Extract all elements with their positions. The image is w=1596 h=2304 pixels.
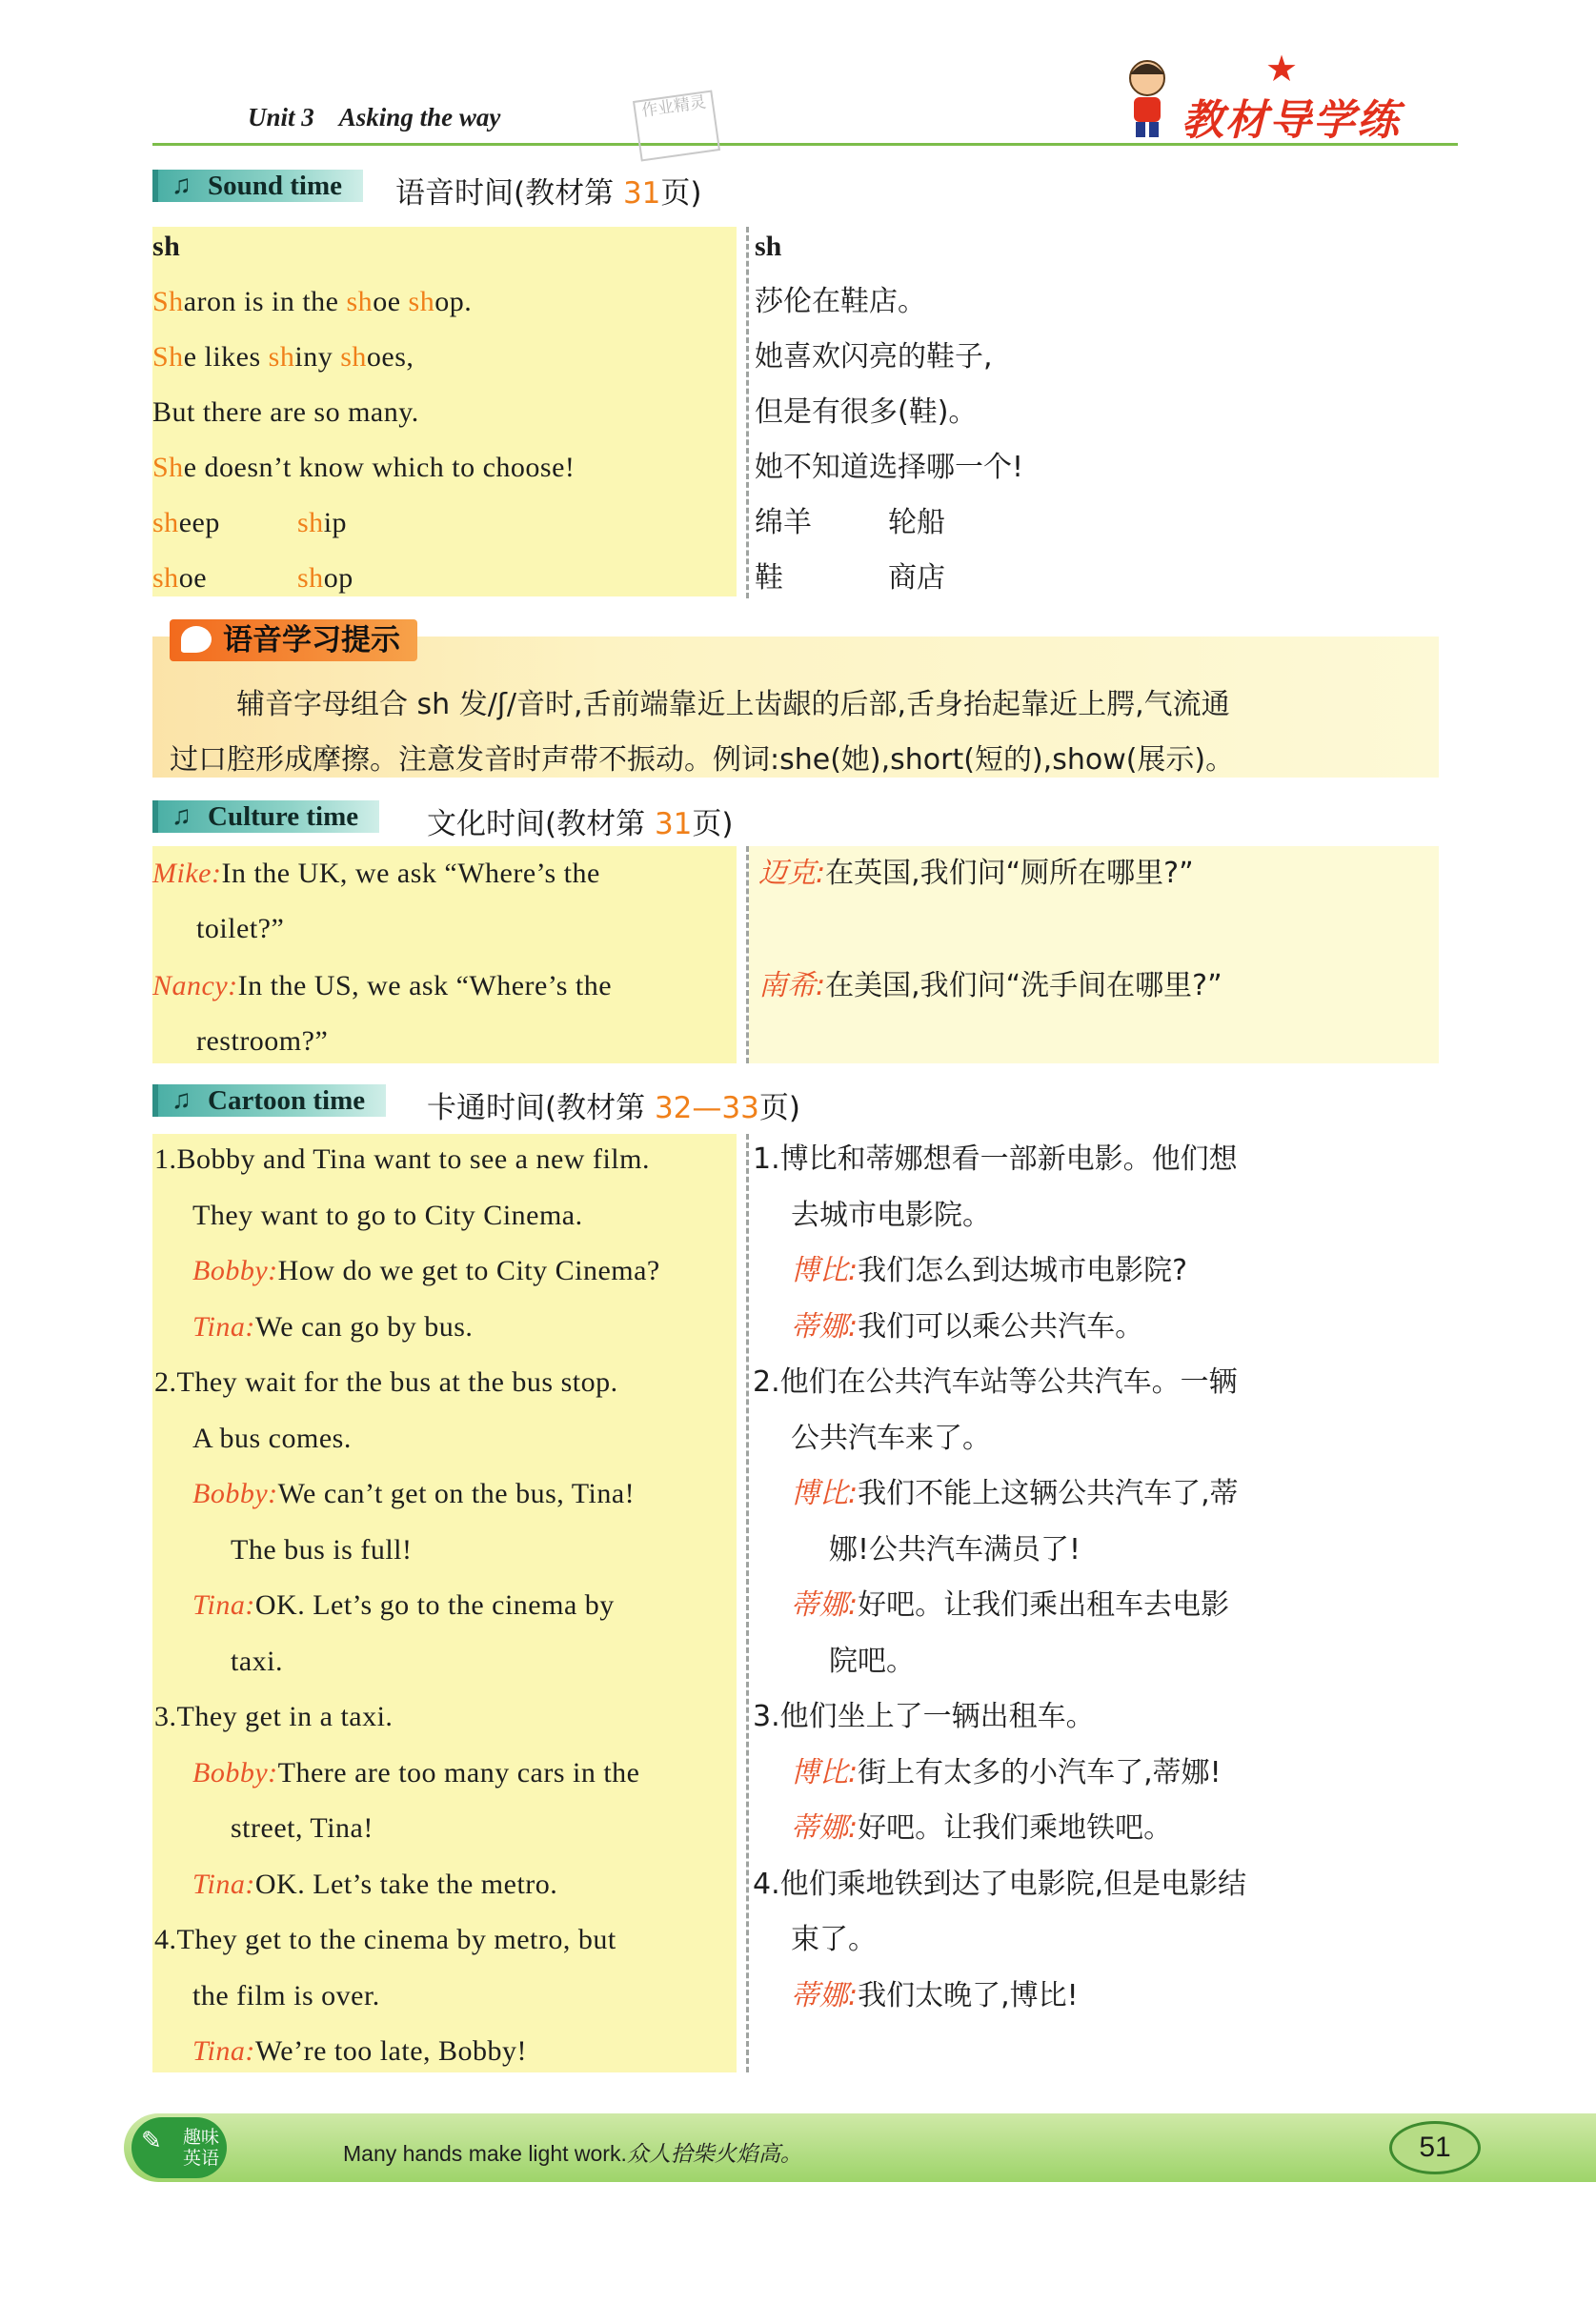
sound-letters: sh (346, 286, 374, 317)
cartoon-en-text: Bobby and Tina want to see a new film. (176, 1143, 650, 1175)
item-number: 2. (753, 1365, 780, 1399)
culture-line-en (152, 846, 600, 901)
item-number: 2. (154, 1366, 177, 1398)
sound-letters: Sh (152, 452, 184, 483)
culture-line-en: toilet?” (196, 913, 285, 944)
cartoon-cn-line (753, 1857, 1246, 1912)
cartoon-en-line (192, 1969, 380, 2024)
sound-letter-cn: sh (755, 231, 782, 262)
speaker-name: 博比: (791, 1254, 859, 1287)
cartoon-cn-text: 娜!公共汽车满员了! (829, 1532, 1081, 1566)
cartoon-cn-line (753, 1689, 1095, 1745)
cartoon-cn-line (791, 1578, 1229, 1633)
cartoon-cn-text: 他们坐上了一辆出租车。 (779, 1700, 1095, 1733)
speech-bubble-icon (181, 626, 212, 653)
speaker-name: Mike: (152, 858, 222, 889)
cartoon-en-line (192, 1411, 352, 1466)
culture-text: 在美国,我们问“洗手间在哪里?” (825, 969, 1222, 1002)
cartoon-cn-text: 好吧。让我们乘出租车去电影 (858, 1588, 1230, 1622)
cartoon-en-text: A bus comes. (192, 1422, 352, 1454)
cartoon-cn-text: 我们怎么到达城市电影院? (858, 1254, 1188, 1287)
item-number: 4. (753, 1867, 780, 1901)
cartoon-en-text: street, Tina! (231, 1812, 374, 1844)
sound-word (297, 495, 347, 551)
speaker-name: Tina: (192, 1589, 255, 1621)
culture-time-tag (152, 800, 379, 833)
cartoon-en-line (192, 1746, 639, 1801)
cartoon-cn-line (791, 1912, 877, 1968)
culture-time-page: 31 (654, 807, 693, 841)
page-number: 51 (1389, 2121, 1481, 2174)
sound-text: e doesn’t know which to choose! (183, 452, 576, 483)
unit-label: Unit 3 (248, 103, 314, 131)
sound-letters: sh (268, 341, 295, 373)
speaker-name: 博比: (791, 1477, 859, 1510)
cartoon-en-line (154, 1132, 650, 1187)
cartoon-cn-line (753, 1355, 1238, 1410)
sound-line-en (152, 330, 414, 385)
cartoon-cn-line (791, 1411, 991, 1466)
cartoon-cn-text: 街上有太多的小汽车了,蒂娜! (858, 1755, 1222, 1789)
cartoon-en-line (231, 1801, 374, 1856)
cartoon-en-text: How do we get to City Cinema? (277, 1255, 660, 1286)
culture-line-cn (758, 846, 1194, 901)
sound-letters: Sh (152, 341, 184, 373)
culture-time-label: Culture time (208, 801, 359, 832)
sound-time-page: 31 (622, 176, 661, 211)
mascot-icon (1115, 55, 1182, 141)
cartoon-cn-text: 他们在公共汽车站等公共汽车。一辆 (779, 1365, 1238, 1399)
music-note-icon: ♫ (172, 1085, 192, 1115)
sound-text: eep (178, 507, 220, 538)
fun-english-badge: ✎ 趣味 英语 (131, 2117, 227, 2178)
cartoon-en-line (154, 1689, 393, 1745)
cartoon-cn-line (791, 1969, 1079, 2024)
cartoon-en-text: There are too many cars in the (277, 1756, 640, 1789)
cartoon-cn-text: 公共汽车来了。 (791, 1421, 991, 1455)
speaker-name: 博比: (791, 1755, 859, 1789)
cartoon-en-line (154, 1912, 616, 1968)
sound-word-cn: 鞋 (755, 561, 783, 595)
sound-word (152, 551, 207, 606)
sound-letters: sh (340, 341, 367, 373)
item-number: 3. (753, 1700, 780, 1733)
cartoon-cn-line (791, 1243, 1187, 1299)
culture-line-en: restroom?” (196, 1025, 329, 1057)
cartoon-cn-text: 他们乘地铁到达了电影院,但是电影结 (779, 1867, 1247, 1901)
cartoon-cn-text: 束了。 (791, 1923, 877, 1956)
cartoon-cn-line (829, 1523, 1081, 1578)
cartoon-time-tag (152, 1084, 386, 1117)
sound-word-cn: 绵羊 (755, 506, 812, 539)
sound-line-en (152, 274, 472, 330)
cartoon-cn-text: 我们可以乘公共汽车。 (858, 1309, 1144, 1344)
sound-line-cn: 她喜欢闪亮的鞋子, (755, 340, 993, 374)
brand-title: 教材导学练 (1182, 96, 1401, 145)
culture-time-heading: 文化时间(教材第 31页) (427, 807, 734, 841)
sound-time-label: Sound time (208, 171, 343, 201)
cartoon-en-line (192, 1578, 615, 1633)
speaker-name: 蒂娜: (791, 1309, 859, 1344)
cartoon-cn-line (829, 1634, 915, 1689)
sound-word (297, 551, 354, 606)
cartoon-cn-text: 博比和蒂娜想看一部新电影。他们想 (779, 1142, 1238, 1176)
sound-word-cn: 轮船 (888, 506, 945, 539)
cartoon-en-text: We can’t get on the bus, Tina! (277, 1478, 636, 1509)
sound-letter-en: sh (152, 231, 181, 262)
speaker-name: Bobby: (192, 1478, 278, 1509)
cartoon-en-line (231, 1523, 412, 1578)
sound-text: op (323, 562, 354, 594)
item-number: 4. (154, 1924, 177, 1955)
speaker-name: Tina: (192, 1310, 255, 1343)
cartoon-cn-text: 院吧。 (829, 1644, 915, 1678)
cartoon-en-text: The bus is full! (231, 1533, 413, 1566)
cartoon-en-text: OK. Let’s take the metro. (254, 1868, 558, 1900)
cartoon-en-line (192, 1243, 660, 1299)
cartoon-cn-line (753, 1132, 1238, 1187)
sound-text: oe (373, 286, 409, 317)
speaker-name: 南希: (758, 969, 826, 1002)
item-number: 1. (753, 1142, 780, 1176)
culture-text: In the US, we ask “Where’s the (237, 970, 613, 1001)
cartoon-en-line (192, 2024, 527, 2079)
sound-line-cn: 莎伦在鞋店。 (755, 285, 926, 318)
stamp-watermark: 作业精灵 (633, 90, 720, 161)
sound-letters: sh (297, 562, 324, 594)
cartoon-en-line (231, 1634, 283, 1689)
star-icon: ★ (1265, 48, 1299, 90)
sound-letters: Sh (152, 286, 184, 317)
sound-letters: sh (408, 286, 435, 317)
footer-proverb: Many hands make light work.众人拾柴火焰高。 (343, 2141, 802, 2167)
culture-text: 在英国,我们问“厕所在哪里?” (825, 857, 1194, 890)
sound-text: e likes (183, 341, 269, 373)
cartoon-en-text: We can go by bus. (254, 1310, 474, 1343)
sound-time-tag (152, 170, 363, 202)
sound-word (152, 495, 220, 551)
sound-letters: sh (152, 562, 179, 594)
cartoon-cn-text: 去城市电影院。 (791, 1198, 991, 1232)
running-header (152, 0, 1458, 152)
cartoon-cn-text: 我们太晚了,博比! (858, 1978, 1079, 2012)
speaker-name: Nancy: (152, 970, 238, 1001)
tip-line-1: 辅音字母组合 sh 发/ʃ/音时,舌前端靠近上齿龈的后部,舌身抬起靠近上腭,气流通 (236, 688, 1230, 721)
speaker-name: 迈克: (758, 857, 826, 890)
music-note-icon: ♫ (172, 801, 192, 831)
cartoon-time-page: 32—33 (654, 1091, 759, 1125)
speaker-name: 蒂娜: (791, 1588, 859, 1622)
speaker-name: 蒂娜: (791, 1811, 859, 1845)
speaker-name: Tina: (192, 2035, 255, 2067)
cartoon-en-text: We’re too late, Bobby! (254, 2035, 528, 2067)
speaker-name: Tina: (192, 1868, 255, 1900)
culture-line-en (152, 959, 612, 1014)
sound-text: But there are so many. (152, 396, 419, 428)
sound-text: iny (294, 341, 341, 373)
item-number: 1. (154, 1143, 177, 1175)
sound-line-cn: 她不知道选择哪一个! (755, 451, 1024, 484)
tip-title: 语音学习提示 (223, 623, 400, 657)
cartoon-cn-line (791, 1466, 1239, 1522)
sound-text: oe (178, 562, 208, 594)
speaker-name: 蒂娜: (791, 1978, 859, 2012)
culture-text: In the UK, we ask “Where’s the (221, 858, 600, 889)
music-note-icon: ♫ (172, 171, 192, 200)
sound-text: op. (434, 286, 473, 317)
cartoon-en-line (192, 1188, 583, 1243)
item-number: 3. (154, 1701, 177, 1732)
cartoon-cn-line (791, 1746, 1222, 1801)
cartoon-en-text: They want to go to City Cinema. (192, 1199, 583, 1231)
sound-letters: sh (152, 507, 179, 538)
tip-line-2: 过口腔形成摩擦。注意发音时声带不振动。例词:she(她),short(短的),show(展示)。 (170, 743, 1235, 777)
cartoon-cn-line (791, 1300, 1143, 1355)
sound-line-cn: 但是有很多(鞋)。 (755, 395, 978, 429)
sound-text: aron is in the (183, 286, 347, 317)
sound-text: oes, (366, 341, 414, 373)
pencil-icon: ✎ (141, 2127, 162, 2155)
speaker-name: Bobby: (192, 1255, 278, 1286)
cartoon-en-text: the film is over. (192, 1979, 380, 2011)
tip-title-tag (170, 619, 417, 661)
cartoon-en-line (192, 1300, 473, 1355)
culture-line-cn (758, 959, 1222, 1014)
unit-title: Asking the way (338, 103, 501, 131)
cartoon-cn-text: 好吧。让我们乘地铁吧。 (858, 1811, 1173, 1845)
cartoon-en-line (192, 1857, 557, 1912)
sound-line-en (152, 440, 575, 495)
cartoon-en-text: They get in a taxi. (176, 1701, 394, 1732)
cartoon-en-text: taxi. (231, 1645, 283, 1677)
cartoon-en-text: They wait for the bus at the bus stop. (176, 1366, 618, 1398)
sound-letters: sh (297, 507, 324, 538)
sound-text: ip (323, 507, 348, 538)
cartoon-en-text: They get to the cinema by metro, but (176, 1924, 616, 1955)
cartoon-en-text: OK. Let’s go to the cinema by (254, 1589, 615, 1621)
cartoon-cn-line (791, 1801, 1172, 1856)
sound-line-en (152, 385, 419, 440)
sound-time-heading: 语音时间(教材第 31页) (395, 176, 702, 211)
cartoon-en-line (154, 1355, 618, 1410)
cartoon-time-heading: 卡通时间(教材第 32—33页) (427, 1091, 800, 1125)
cartoon-en-line (192, 1466, 635, 1522)
speaker-name: Bobby: (192, 1756, 278, 1789)
cartoon-cn-line (791, 1188, 991, 1243)
sound-word-cn: 商店 (888, 561, 945, 595)
cartoon-time-label: Cartoon time (208, 1085, 366, 1116)
cartoon-cn-text: 我们不能上这辆公共汽车了,蒂 (858, 1477, 1239, 1510)
